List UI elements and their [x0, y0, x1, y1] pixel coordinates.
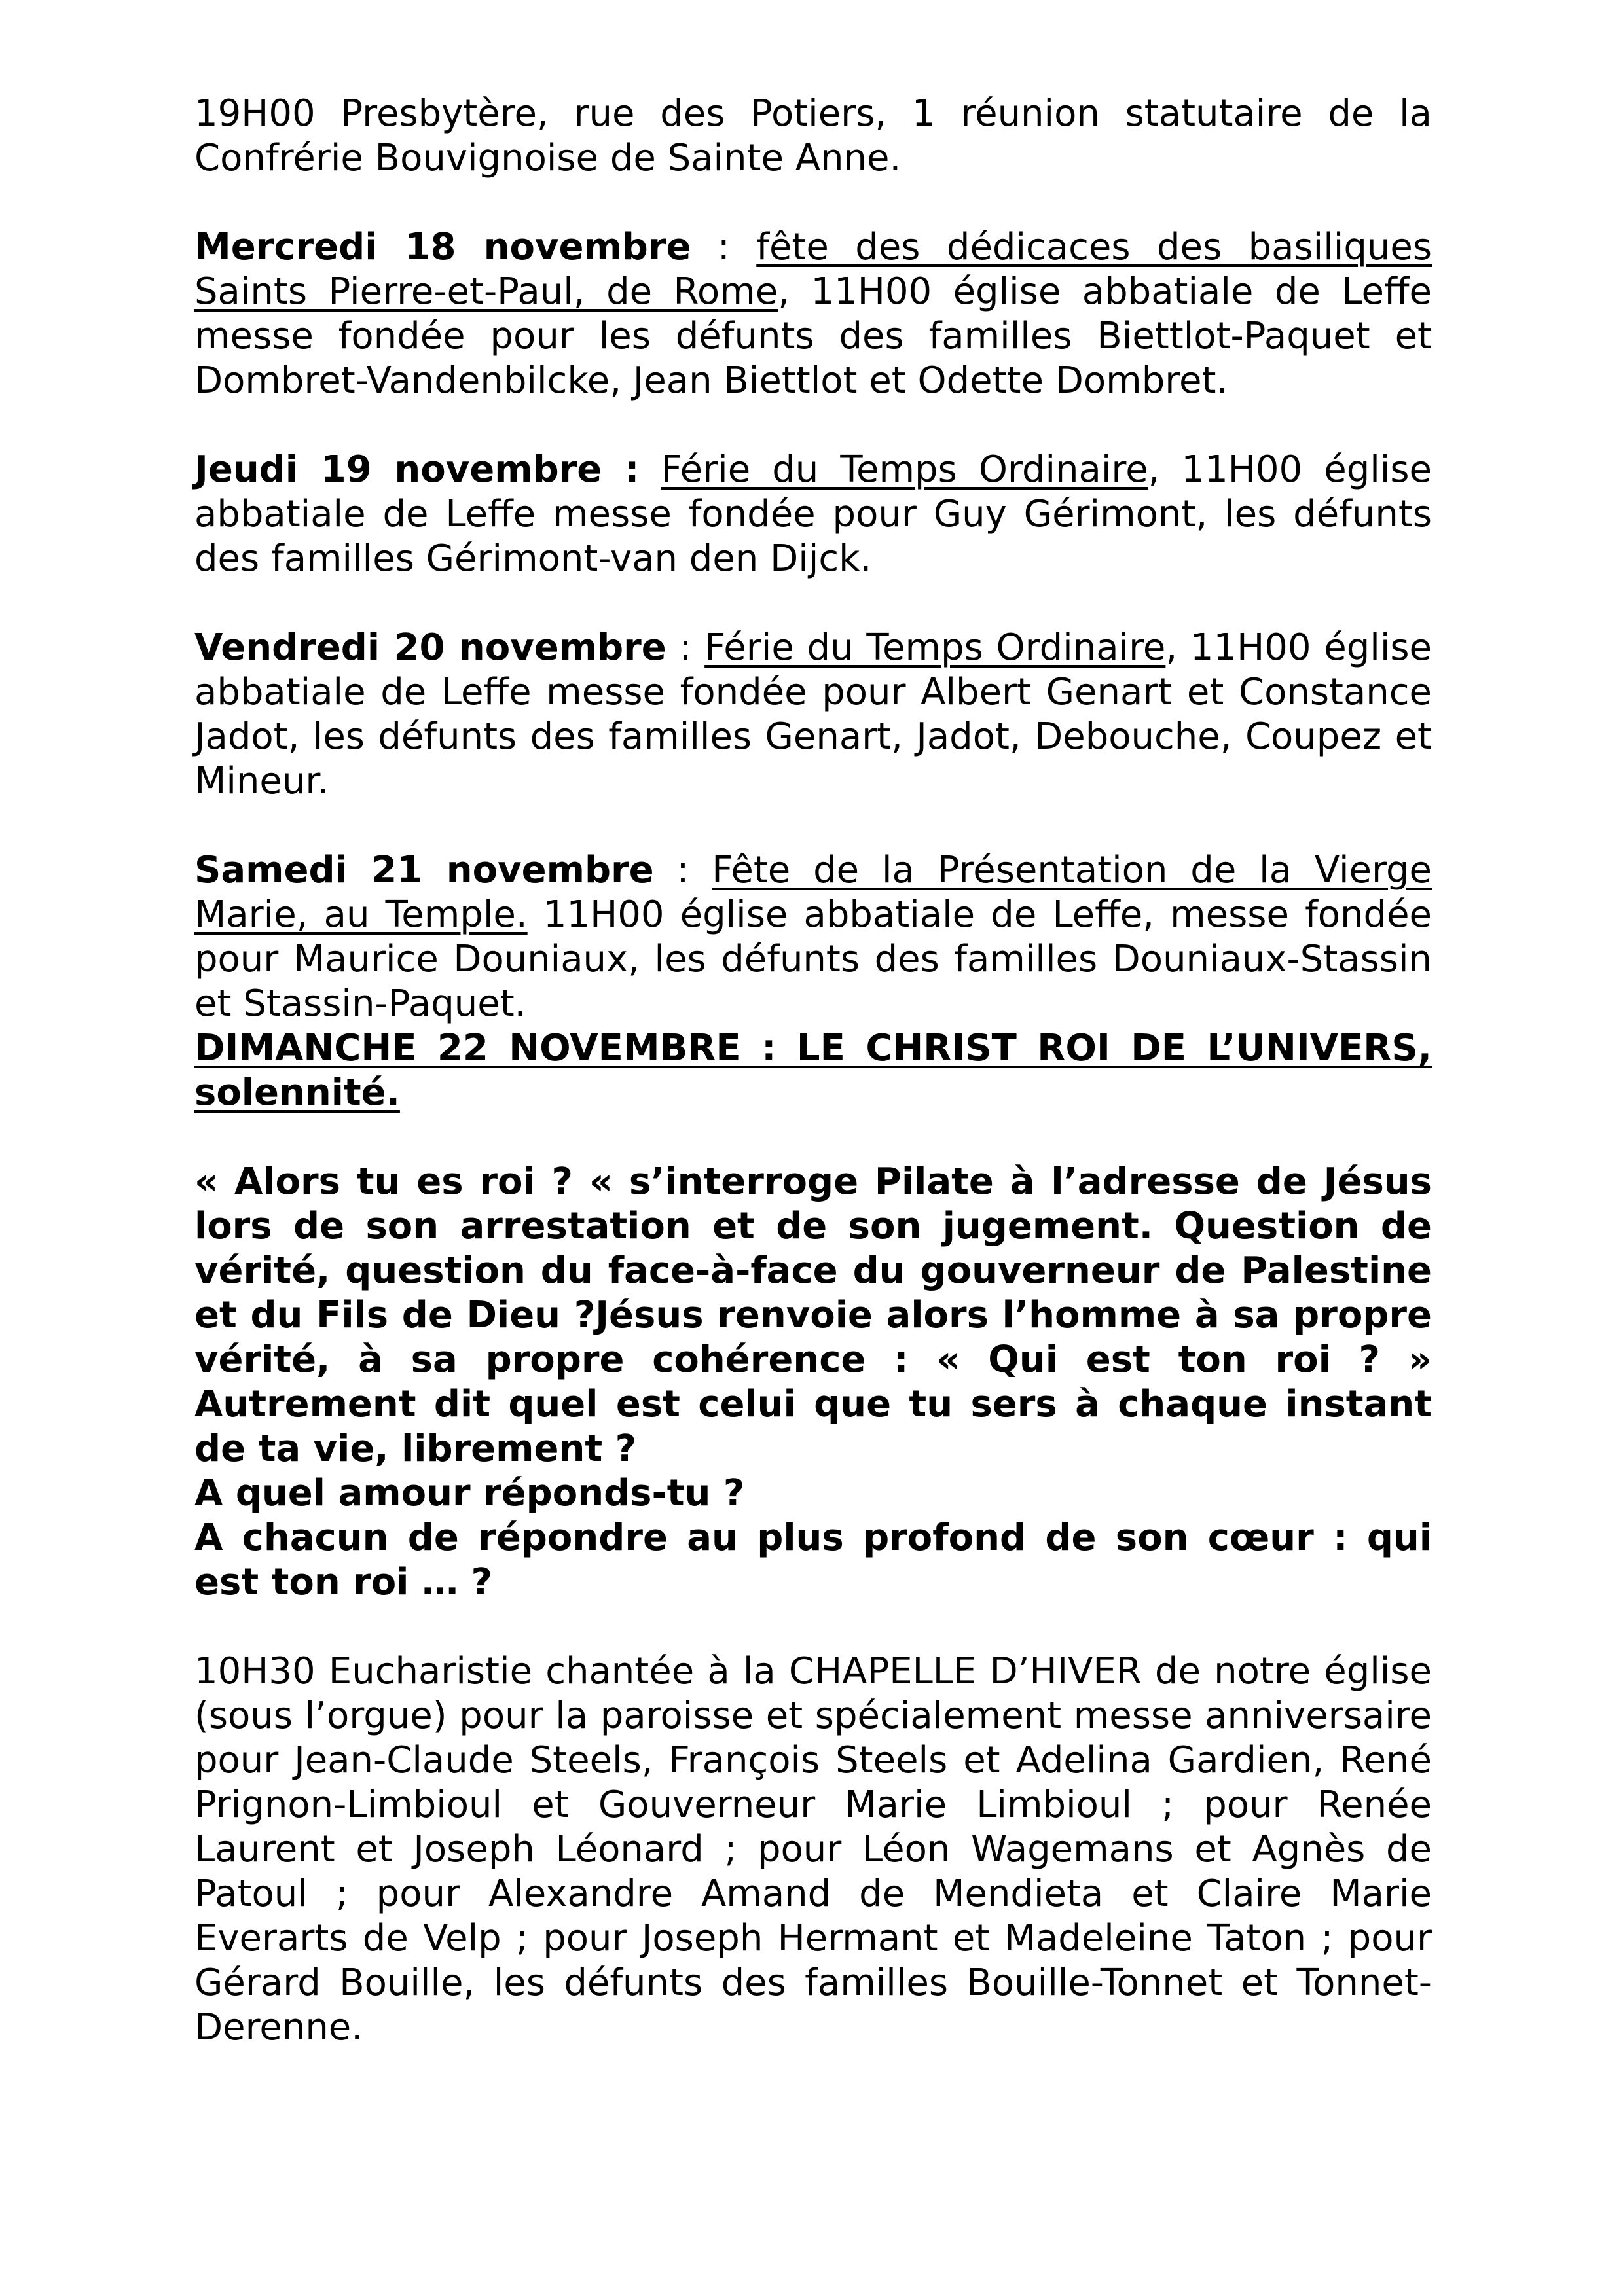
spacer — [194, 581, 1432, 626]
wednesday-text: , 11H00 église abbatiale de Leffe messe fondée pour les défunts des familles Biettlot-Paquet et Dombret-Vandenbilcke, Jean Biettlot et Odette Dombret. — [194, 270, 1432, 402]
saturday-text: 11H00 église abbatiale de Leffe, messe fondée pour Maurice Douniaux, les défunts des familles Douniaux-Stassin et Stassin-Paquet. — [194, 893, 1432, 1025]
reflection-paragraph-3 — [194, 1516, 1432, 1605]
sunday-title-paragraph — [194, 1026, 1432, 1115]
reflection-paragraph-2 — [194, 1471, 1432, 1516]
saturday-separator: : — [653, 849, 712, 891]
friday-feast: Férie du Temps Ordinaire — [704, 626, 1166, 669]
saturday-feast: Fête de la Présentation de la Vierge Marie, au Temple. — [194, 849, 1432, 936]
saturday-day: Samedi 21 novembre — [194, 849, 654, 891]
intro-text: 19H00 Presbytère, rue des Potiers, 1 réunion statutaire de la Confrérie Bouvignoise de Sainte Anne. — [194, 92, 1432, 179]
reflection-line-3: A chacun de répondre au plus profond de son cœur : qui est ton roi … ? — [194, 1516, 1432, 1604]
document-page — [194, 92, 1432, 2050]
wednesday-day: Mercredi 18 novembre — [194, 226, 691, 268]
saturday-paragraph — [194, 848, 1432, 1026]
thursday-day: Jeudi 19 novembre : — [194, 448, 640, 491]
spacer — [194, 804, 1432, 848]
mass-paragraph — [194, 1649, 1432, 2050]
friday-day: Vendredi 20 novembre — [194, 626, 666, 669]
spacer — [194, 1605, 1432, 1649]
thursday-feast: Férie du Temps Ordinaire — [661, 448, 1148, 491]
mass-text: 10H30 Eucharistie chantée à la CHAPELLE D’HIVER de notre église (sous l’orgue) pour la paroisse et spécialement messe anniversaire pour Jean-Claude Steels, François Steels et Adelina Gardien, René Prignon-Limbioul et Gouverneur Marie Limbioul ; pour Renée Laurent et Joseph Léonard ; pour Léon Wagemans et Agnès de Patoul ; pour Alexandre Amand de Mendieta et Claire Marie Everarts de Velp ; pour Joseph Hermant et Madeleine Taton ; pour Gérard Bouille, les défunts des familles Bouille-Tonnet et Tonnet-Derenne. — [194, 1650, 1432, 2049]
spacer — [194, 181, 1432, 225]
intro-paragraph — [194, 92, 1432, 181]
sunday-title: DIMANCHE 22 NOVEMBRE : LE CHRIST ROI DE L’UNIVERS, solennité. — [194, 1027, 1432, 1114]
friday-text: , 11H00 église abbatiale de Leffe messe fondée pour Albert Genart et Constance Jadot, les défunts des familles Genart, Jadot, Debouche, Coupez et Mineur. — [194, 626, 1432, 802]
wednesday-paragraph — [194, 225, 1432, 403]
friday-separator: : — [666, 626, 705, 669]
thursday-text: , 11H00 église abbatiale de Leffe messe fondée pour Guy Gérimont, les défunts des familles Gérimont-van den Dijck. — [194, 448, 1432, 580]
reflection-line-2: A quel amour réponds-tu ? — [194, 1472, 745, 1515]
thursday-separator — [639, 448, 661, 491]
wednesday-separator: : — [691, 226, 757, 268]
friday-paragraph — [194, 626, 1432, 804]
spacer — [194, 1115, 1432, 1160]
spacer — [194, 403, 1432, 448]
reflection-paragraph-1 — [194, 1160, 1432, 1471]
reflection-line-1: « Alors tu es roi ? « s’interroge Pilate à l’adresse de Jésus lors de son arrestation et de son jugement. Question de vérité, question du face-à-face du gouverneur de Palestine et du Fils de Dieu ?Jésus renvoie alors l’homme à sa propre vérité, à sa propre cohérence : « Qui est ton roi ? » Autrement dit quel est celui que tu sers à chaque instant de ta vie, librement ? — [194, 1160, 1432, 1470]
thursday-paragraph — [194, 448, 1432, 581]
wednesday-feast: fête des dédicaces des basiliques Saints Pierre-et-Paul, de Rome — [194, 226, 1432, 313]
